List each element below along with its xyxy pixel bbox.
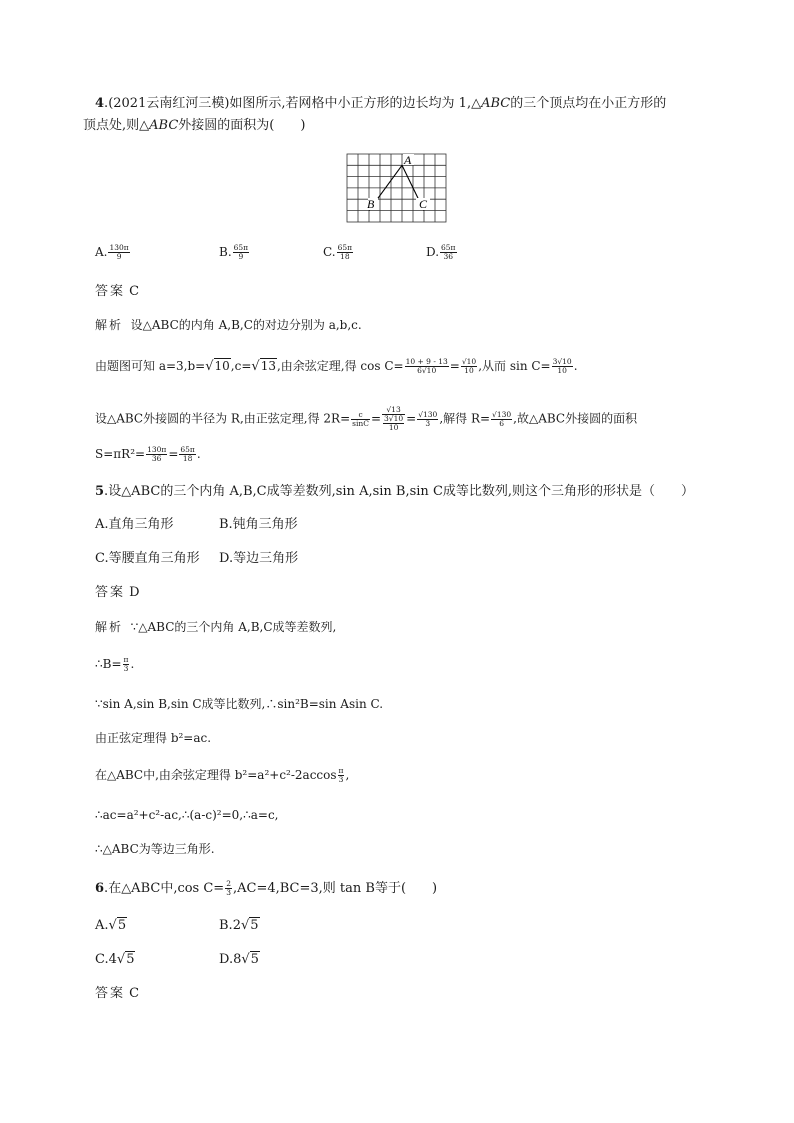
- q6-option-b[interactable]: B.2√5: [219, 918, 259, 933]
- q4-analysis-line3: 设△ABC外接圆的半径为 R,由正弦定理,得 2R= $\frac{c}{\sin C}$ = $\frac{√13}{\frac{3√10}{10}}$ = $\frac{√130}{3}$ ,解得 R= $\frac{√130}{6}$ ,故△ABC外接圆的面积: [95, 405, 638, 432]
- q4-answer: 答案 C: [95, 284, 140, 299]
- q5-analysis-line6: ∴ac=a²+c²-ac,∴(a-c)²=0,∴a=c,: [95, 808, 279, 822]
- q6-option-c[interactable]: C.4√5: [95, 952, 135, 967]
- q5-analysis-line5: 在△ABC中,由余弦定理得 b²=a²+c²-2accos $\frac{\pi}{3}$ ,: [95, 766, 350, 784]
- q4-option-a[interactable]: A. $\frac{130\pi}{9}$: [95, 243, 129, 261]
- q6-option-d[interactable]: D.8√5: [219, 952, 259, 967]
- q4-answer-value: C: [129, 284, 140, 299]
- q4-analysis-line4: S=πR²= $\frac{130\pi}{36}$ = $\frac{65\pi}{18}$ .: [95, 445, 201, 463]
- q4-number: 4: [95, 96, 105, 111]
- q5-analysis-line7: ∴△ABC为等边三角形.: [95, 842, 215, 856]
- vertex-a-label: A: [404, 153, 412, 167]
- q5-number: 5: [95, 484, 105, 499]
- q5-analysis-line4: 由正弦定理得 b²=ac.: [95, 731, 212, 745]
- q4-option-d[interactable]: D. $\frac{65\pi}{36}$: [426, 243, 456, 261]
- q4-analysis-line1: 解析 设△ABC的内角 A,B,C的对边分别为 a,b,c.: [95, 318, 362, 332]
- q5-stem: 5.设△ABC的三个内角 A,B,C成等差数列,sin A,sin B,sin C成等比数列,则这个三角形的形状是（ ）: [95, 484, 695, 499]
- q5-analysis-line3: ∵sin A,sin B,sin C成等比数列,∴sin²B=sin Asin C.: [95, 697, 384, 711]
- triangle-grid-figure: [346, 153, 448, 224]
- q5-option-a[interactable]: A.直角三角形: [95, 517, 174, 532]
- q6-option-a[interactable]: A.√5: [95, 918, 127, 933]
- vertex-c-label: C: [419, 197, 428, 211]
- q5-option-b[interactable]: B.钝角三角形: [219, 517, 298, 532]
- q4-option-b[interactable]: B. $\frac{65\pi}{9}$: [219, 243, 249, 261]
- q6-answer-value: C: [129, 986, 140, 1001]
- q5-analysis-line2: ∴B= $\frac{\pi}{3}$ .: [95, 655, 135, 673]
- q5-analysis-line1: 解析 ∵△ABC的三个内角 A,B,C成等差数列,: [95, 620, 337, 634]
- q4-option-c[interactable]: C. $\frac{65\pi}{18}$: [323, 243, 353, 261]
- q4-source: (2021云南红河三模): [108, 96, 230, 111]
- q4-line1: 4.(2021云南红河三模)如图所示,若网格中小正方形的边长均为 1,△ABC的三个顶点均在小正方形的: [95, 96, 667, 111]
- q6-answer: 答案 C: [95, 986, 140, 1001]
- q5-answer: 答案 D: [95, 585, 140, 600]
- q6-stem: 6.在△ABC中,cos C= $\frac{2}{3}$ ,AC=4,BC=3,则 tan B等于( ): [95, 879, 438, 897]
- q5-option-c[interactable]: C.等腰直角三角形: [95, 551, 200, 566]
- q5-answer-value: D: [129, 585, 140, 600]
- q5-option-d[interactable]: D.等边三角形: [219, 551, 299, 566]
- q4-analysis-line2: 由题图可知 a=3,b=√10,c=√13,由余弦定理,得 cos C= $\frac{10 + 9 - 13}{6√10}$ = $\frac{√10}{10}$ ,从而 sin C= $\frac{3√10}{10}$ .: [95, 357, 578, 375]
- q6-number: 6: [95, 881, 105, 896]
- q4-line2: 顶点处,则△ABC外接圆的面积为( ): [83, 118, 306, 133]
- vertex-b-label: B: [367, 197, 375, 211]
